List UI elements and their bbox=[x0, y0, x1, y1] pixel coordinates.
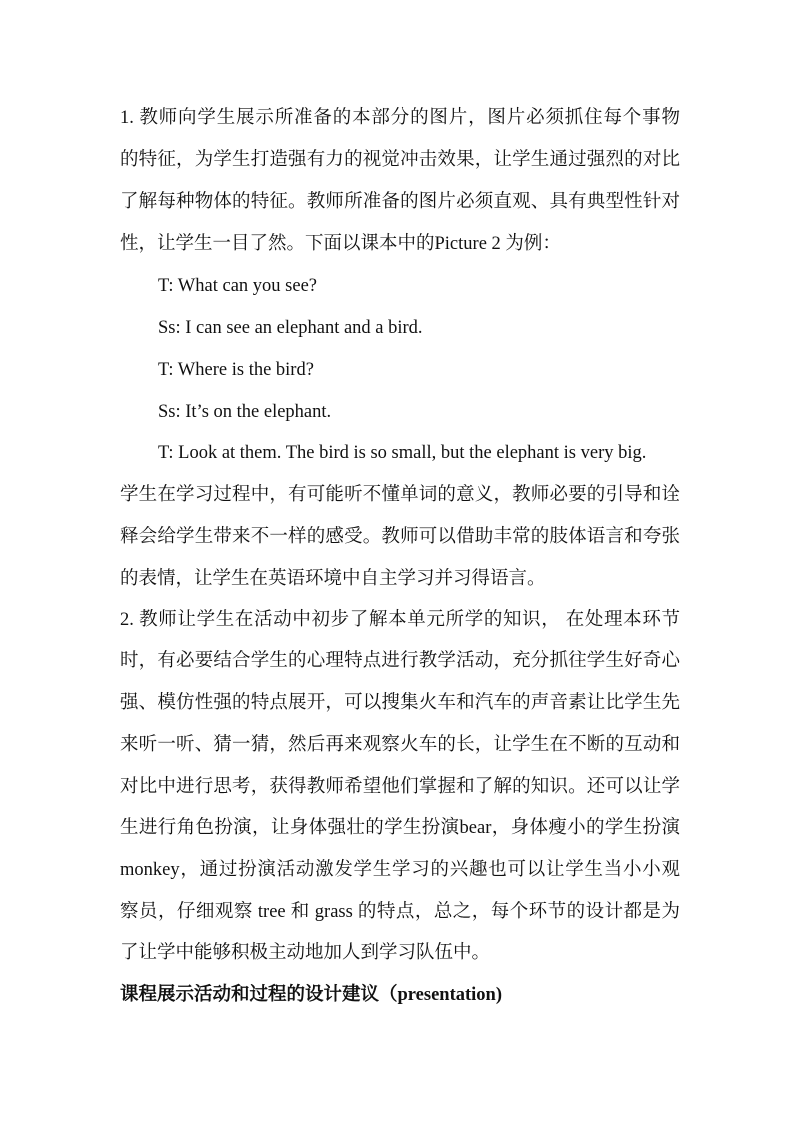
section-heading: 课程展示活动和过程的设计建议（presentation) bbox=[120, 985, 502, 1005]
paragraph-3-line-4: 来听一听、猜一猜，然后再来观察火车的长，让学生在不断的互动和 bbox=[120, 735, 680, 755]
paragraph-3-line-3: 强、模仿性强的特点展开，可以搜集火车和汽车的声音素让比学生先 bbox=[120, 693, 680, 713]
paragraph-3-line-5: 对比中进行思考，获得教师希望他们掌握和了解的知识。还可以让学 bbox=[120, 777, 680, 797]
paragraph-3-line-6: 生进行角色扮演，让身体强壮的学生扮演bear，身体瘦小的学生扮演 bbox=[120, 818, 680, 838]
paragraph-2-line-3: 的表情，让学生在英语环境中自主学习并习得语言。 bbox=[120, 569, 546, 589]
dialogue-line-2: Ss: I can see an elephant and a bird. bbox=[158, 318, 423, 338]
paragraph-3-line-9: 了让学中能够积极主动地加人到学习队伍中。 bbox=[120, 943, 491, 963]
paragraph-3-line-7: monkey，通过扮演活动激发学生学习的兴趣也可以让学生当小小观 bbox=[120, 860, 680, 880]
paragraph-3-line-2: 时，有必要结合学生的心理特点进行教学活动，充分抓往学生好奇心 bbox=[120, 651, 680, 671]
dialogue-line-3: T: Where is the bird? bbox=[158, 360, 314, 380]
dialogue-line-5: T: Look at them. The bird is so small, but the elephant is very big. bbox=[158, 443, 647, 463]
dialogue-line-1: T: What can you see? bbox=[158, 276, 318, 296]
paragraph-1-line-3: 了解每种物体的特征。教师所准备的图片必须直观、具有典型性针对 bbox=[120, 192, 680, 212]
paragraph-3-line-8: 察员，仔细观察 tree 和 grass 的特点，总之，每个环节的设计都是为 bbox=[120, 902, 680, 922]
paragraph-2-line-2: 释会给学生带来不一样的感受。教师可以借助丰常的肢体语言和夸张 bbox=[120, 527, 680, 547]
dialogue-line-4: Ss: It’s on the elephant. bbox=[158, 402, 332, 422]
paragraph-1-line-1: 1. 教师向学生展示所准备的本部分的图片，图片必须抓住每个事物 bbox=[120, 108, 680, 128]
paragraph-1-line-2: 的特征，为学生打造强有力的视觉冲击效果，让学生通过强烈的对比 bbox=[120, 150, 680, 170]
paragraph-2-line-1: 学生在学习过程中，有可能听不懂单词的意义，教师必要的引导和诠 bbox=[120, 485, 680, 505]
paragraph-3-line-1: 2. 教师让学生在活动中初步了解本单元所学的知识， 在处理本环节 bbox=[120, 610, 680, 630]
paragraph-1-line-4: 性，让学生一目了然。下面以课本中的Picture 2 为例： bbox=[120, 234, 561, 254]
